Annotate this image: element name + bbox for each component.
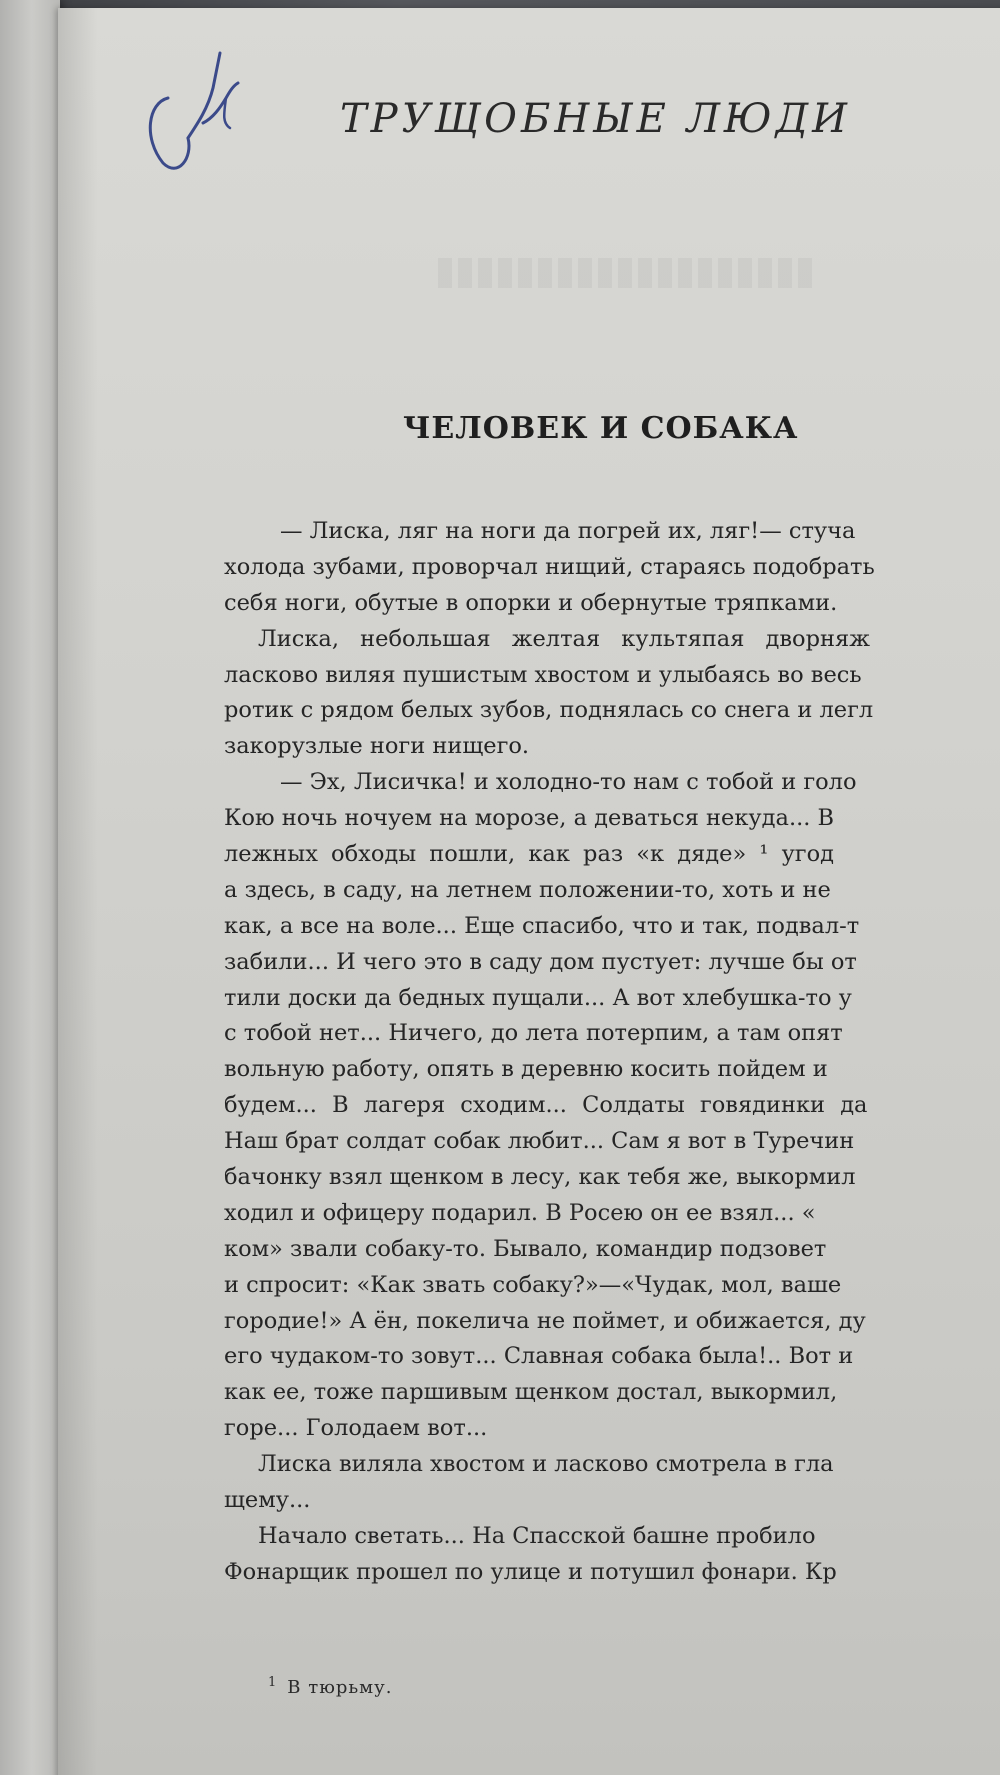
text-line: Наш брат солдат собак любит... Сам я вот в Туречин — [224, 1128, 855, 1155]
show-through-text — [438, 258, 818, 288]
book-page — [58, 8, 1000, 1775]
text-line: его чудаком-то зовут... Славная собака была!.. Вот и — [224, 1343, 854, 1370]
text-line: ротик с рядом белых зубов, поднялась со снега и легл — [224, 697, 874, 724]
text-line: будем... В лагеря сходим... Солдаты говядинки да — [224, 1092, 868, 1119]
text-line: лежных обходы пошли, как раз «к дяде» ¹ угод — [224, 841, 834, 868]
footnote-text: В тюрьму. — [287, 1677, 393, 1698]
text-line: себя ноги, обутые в опорки и обернутые тряпками. — [224, 589, 838, 616]
text-line: ком» звали собаку-то. Бывало, командир подзовет — [224, 1235, 827, 1262]
text-line: а здесь, в саду, на летнем положении-то, хоть и не — [224, 876, 831, 903]
text-line: Фонарщик прошел по улице и потушил фонари. Кр — [224, 1558, 837, 1585]
footnote-marker: 1 — [268, 1675, 278, 1690]
facing-page-edge — [0, 0, 60, 1775]
chapter-title: ЧЕЛОВЕК И СОБАКА — [403, 411, 799, 446]
text-line: — Лиска, ляг на ноги да погрей их, ляг!— стуча — [280, 518, 856, 544]
body-text — [224, 514, 1000, 1591]
text-line: Лиска виляла хвостом и ласково смотрела в гла — [258, 1451, 834, 1478]
text-line: ходил и офицеру подарил. В Росею он ее взял... « — [224, 1199, 816, 1226]
text-line: Лиска, небольшая желтая культяпая дворняж — [258, 625, 870, 652]
text-line: щему... — [224, 1487, 311, 1514]
text-line: и спросит: «Как звать собаку?»—«Чудак, мол, ваше — [224, 1271, 842, 1298]
text-line: забили... И чего это в саду дом пустует: лучше бы от — [224, 948, 857, 975]
handwritten-pencil-mark — [108, 28, 248, 208]
text-line: как, а все на воле... Еще спасибо, что и так, подвал-т — [224, 912, 860, 939]
text-line: с тобой нет... Ничего, до лета потерпим, а там опят — [224, 1020, 843, 1047]
text-line: закорузлые ноги нищего. — [224, 733, 530, 760]
footnote — [268, 1675, 393, 1698]
text-line: Начало светать... На Спасской башне пробило — [258, 1522, 816, 1549]
text-line: — Эх, Лисичка! и холодно-то нам с тобой и голо — [280, 769, 857, 796]
text-line: ласково виляя пушистым хвостом и улыбаясь во весь — [224, 661, 862, 688]
text-line: как ее, тоже паршивым щенком достал, выкормил, — [224, 1379, 838, 1406]
text-line: горе... Голодаем вот... — [224, 1415, 488, 1442]
text-line: Кою ночь ночуем на морозе, а деваться некуда... В — [224, 805, 835, 832]
text-line: вольную работу, опять в деревню косить пойдем и — [224, 1056, 828, 1083]
text-line: бачонку взял щенком в лесу, как тебя же, выкормил — [224, 1164, 856, 1191]
text-line: городие!» А ён, покелича не поймет, и обижается, ду — [224, 1307, 866, 1334]
section-title: ТРУЩОБНЫЕ ЛЮДИ — [340, 96, 851, 142]
text-line: холода зубами, проворчал нищий, стараясь подобрать — [224, 553, 875, 580]
text-line: тили доски да бедных пущали... А вот хлебушка-то у — [224, 984, 852, 1011]
